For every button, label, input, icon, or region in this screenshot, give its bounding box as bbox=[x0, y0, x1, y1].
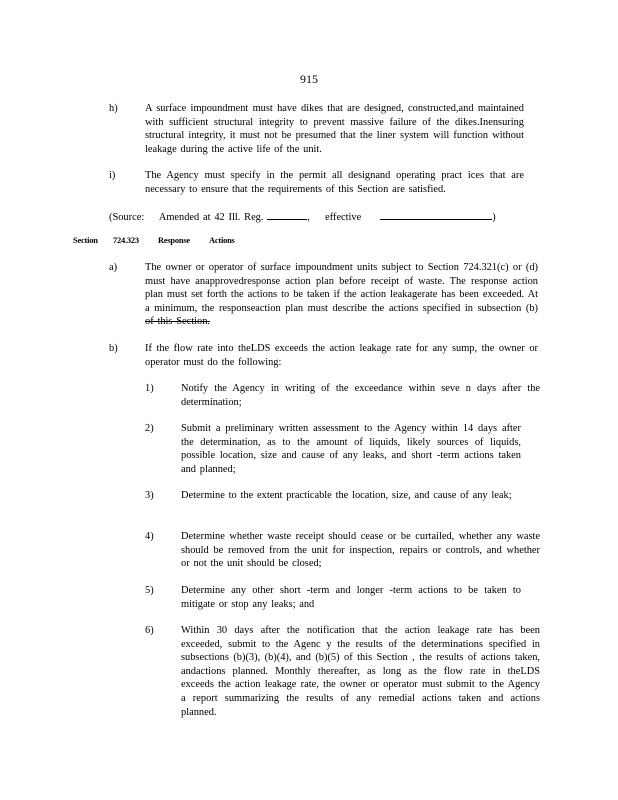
paragraph-a-label: a) bbox=[109, 262, 118, 273]
item-3-label: 3) bbox=[145, 490, 154, 501]
item-1-label: 1) bbox=[145, 383, 154, 394]
paragraph-a bbox=[145, 261, 538, 329]
section-title-actions: Actions bbox=[209, 236, 235, 245]
source-prefix: (Source: bbox=[109, 212, 145, 223]
item-4: Determine whether waste receipt should cease or be curtailed, whether any waste should be removed from the unit for inspection, repairs or controls, and whether or not the unit should be closed; bbox=[181, 531, 540, 570]
item-4-label: 4) bbox=[145, 531, 154, 542]
item-2-label: 2) bbox=[145, 423, 154, 434]
item-5-label: 5) bbox=[145, 585, 154, 596]
page-number: 915 bbox=[300, 72, 318, 86]
item-5: Determine any other short -term and longer -term actions to be taken to mitigate or stop any leaks; and bbox=[181, 585, 521, 610]
paragraph-i-label: i) bbox=[109, 170, 116, 181]
section-title-response: Response bbox=[158, 236, 190, 245]
effective-date-blank bbox=[380, 209, 492, 220]
paragraph-a-text: The owner or operator of surface impoundment units subject to Section 724.321(c) or (d) must have anapprovedresponse action plan before receipt of waste. The response action plan must set forth the actions to be taken if the action leakagerate has been exceeded. At a minimum, the responseaction plan must describe the actions specified in subsection (b) bbox=[145, 262, 538, 314]
paragraph-i: The Agency must specify in the permit all designand operating pract ices that are necessary to ensure that the requirements of this Section are satisfied. bbox=[145, 170, 524, 195]
paragraph-b-label: b) bbox=[109, 343, 118, 354]
item-3: Determine to the extent practicable the location, size, and cause of any leak; bbox=[181, 490, 512, 501]
source-note: (Source: Amended at 42 Ill. Reg. , effective ) bbox=[109, 209, 529, 225]
struck-text: of this Section. bbox=[145, 316, 211, 328]
item-2: Submit a preliminary written assessment to the Agency within 14 days after the determination, as to the amount of liquids, likely sources of liquids, possible location, size and cause of any leaks, and short -term actions taken and planned; bbox=[181, 423, 521, 475]
paragraph-h: A surface impoundment must have dikes that are designed, constructed,and maintained with sufficient structural integrity to prevent massive failure of the dikes.Inensuring structural integrity, it must not be presumed that the liner system will function without leakage during the active life of the unit. bbox=[145, 103, 524, 155]
source-effective: effective bbox=[325, 212, 362, 223]
paragraph-b: If the flow rate into theLDS exceeds the action leakage rate for any sump, the owner or operator must do the following: bbox=[145, 343, 538, 368]
section-number: 724.323 bbox=[113, 236, 139, 245]
item-6: Within 30 days after the notification that the action leakage rate has been exceeded, submit to the Agenc y the results of the determinations specified in subsections (b)(3), (b)(4), and (b)(5) of this Section , the results of actions taken, andactions planned. Monthly thereafter, as long as the flow rate in theLDS exceeds the action leakage rate, the owner or operator must submit to the Agency a report summarizing the results of any remedial actions taken and actions planned. bbox=[181, 625, 540, 718]
section-word: Section bbox=[73, 236, 98, 245]
item-1: Notify the Agency in writing of the exceedance within seve n days after the determination; bbox=[181, 383, 540, 408]
source-close: ) bbox=[492, 212, 496, 223]
item-6-label: 6) bbox=[145, 625, 154, 636]
register-blank bbox=[267, 209, 307, 220]
source-amended: Amended at 42 Ill. Reg. bbox=[158, 212, 264, 223]
paragraph-h-label: h) bbox=[109, 103, 118, 114]
